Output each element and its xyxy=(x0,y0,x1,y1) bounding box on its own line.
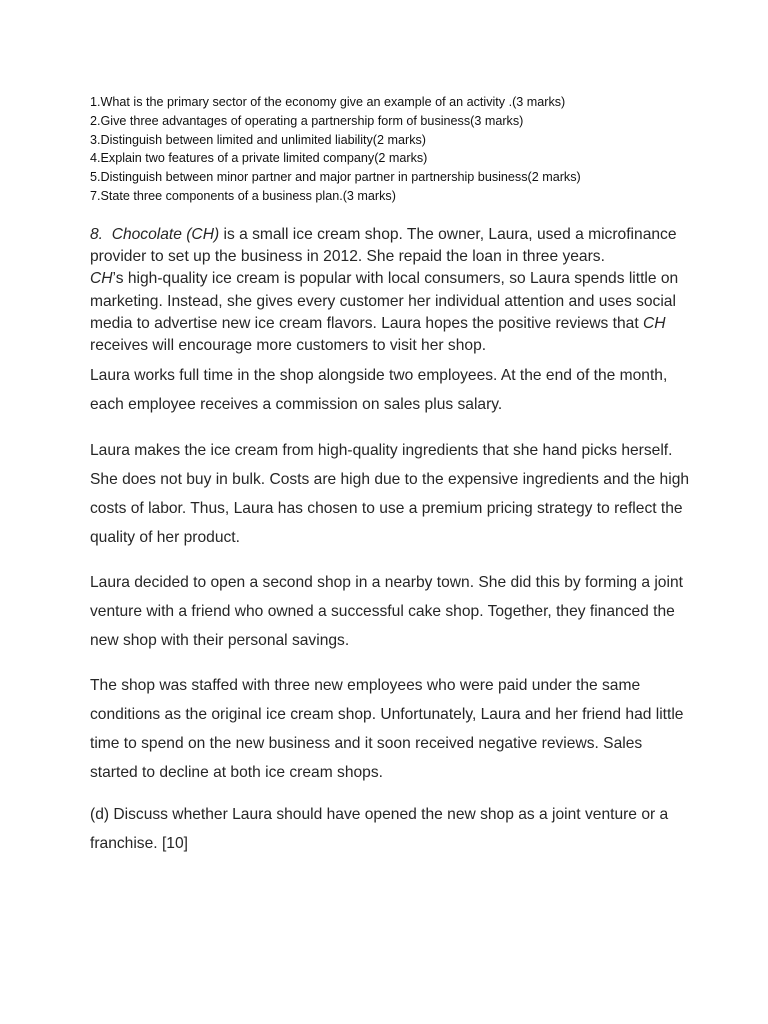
company-abbr: CH xyxy=(90,270,113,288)
company-abbr: CH xyxy=(642,314,666,332)
marketing-text-2: receives will encourage more customers to visit her shop. xyxy=(90,337,487,355)
question-item: 3.Distinguish between limited and unlimited liability(2 marks) xyxy=(90,132,426,147)
case-intro-text: is a small ice cream shop. The owner, Laura, used a microfinance provider to set up the business in 2012. She repaid the loan in three years. xyxy=(90,225,677,266)
question-number: 8. xyxy=(90,225,104,243)
question-item: 2.Give three advantages of operating a partnership form of business(3 marks) xyxy=(90,113,524,128)
company-name: Chocolate (CH) xyxy=(111,225,220,243)
marketing-paragraph xyxy=(90,268,690,357)
question-item: 4.Explain two features of a private limited company(2 marks) xyxy=(90,151,428,166)
pricing-paragraph: Laura makes the ice cream from high-quality ingredients that she hand picks herself. She does not buy in bulk. Costs are high due to the expensive ingredients and the high costs of labor. Thus, Laura has chosen to use a premium pricing strategy to reflect the quality of her product. xyxy=(90,441,690,546)
marketing-text-1: ’s high-quality ice cream is popular with local consumers, so Laura spends little on marketing. Instead, she gives every customer her individual attention and uses social media to advertise new ice cream flavors. Laura hopes the positive reviews that xyxy=(90,270,679,332)
question-item: 1.What is the primary sector of the economy give an example of an activity .(3 marks) xyxy=(90,95,566,109)
new-shop-paragraph: The shop was staffed with three new employees who were paid under the same conditions as the original ice cream shop. Unfortunately, Laura and her friend had little time to spend on the new business and it soon received negative reviews. Sales started to decline at both ice cream shops. xyxy=(90,676,684,781)
question-item: 7.State three components of a business plan.(3 marks) xyxy=(90,188,396,203)
question-item: 5.Distinguish between minor partner and major partner in partnership business(2 marks) xyxy=(90,170,581,185)
document-page xyxy=(90,93,690,858)
case-study xyxy=(90,224,690,858)
employees-paragraph: Laura works full time in the shop alongside two employees. At the end of the month, each employee receives a commission on sales plus salary. xyxy=(90,366,668,413)
case-intro-paragraph xyxy=(90,224,690,269)
question-d: (d) Discuss whether Laura should have opened the new shop as a joint venture or a franchise. [10] xyxy=(90,805,669,852)
question-list xyxy=(90,93,690,206)
joint-venture-paragraph: Laura decided to open a second shop in a nearby town. She did this by forming a joint venture with a friend who owned a successful cake shop. Together, they financed the new shop with their personal savings. xyxy=(90,573,683,649)
